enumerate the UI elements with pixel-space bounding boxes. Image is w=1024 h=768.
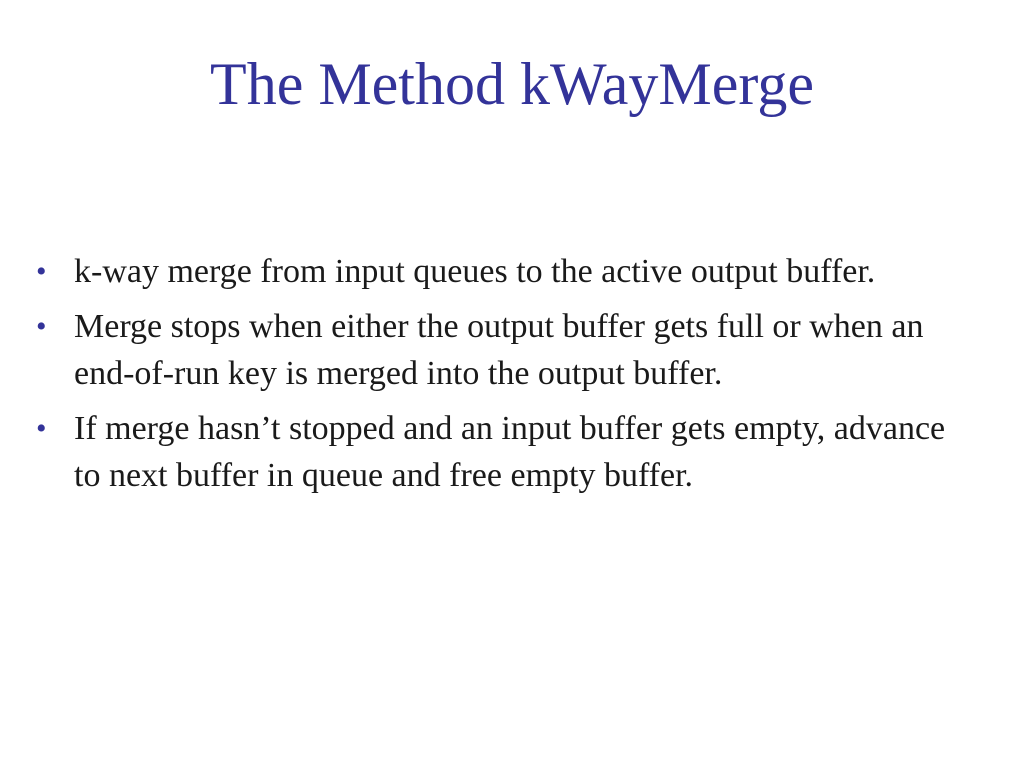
bullet-text: Merge stops when either the output buffer gets full or when an end-of-run key is merged into the output buffer. <box>74 308 924 392</box>
bullet-dot-icon: • <box>36 255 47 288</box>
bullet-text: If merge hasn’t stopped and an input buffer gets empty, advance to next buffer in queue and free empty buffer. <box>74 410 946 494</box>
bullet-dot-icon: • <box>36 412 47 445</box>
slide-title: The Method kWayMerge <box>210 51 814 117</box>
bullet-list <box>36 248 956 507</box>
bullet-text: k-way merge from input queues to the active output buffer. <box>74 253 876 290</box>
list-item <box>36 248 956 295</box>
bullet-dot-icon: • <box>36 310 47 343</box>
list-item <box>36 405 956 499</box>
list-item <box>36 303 956 397</box>
